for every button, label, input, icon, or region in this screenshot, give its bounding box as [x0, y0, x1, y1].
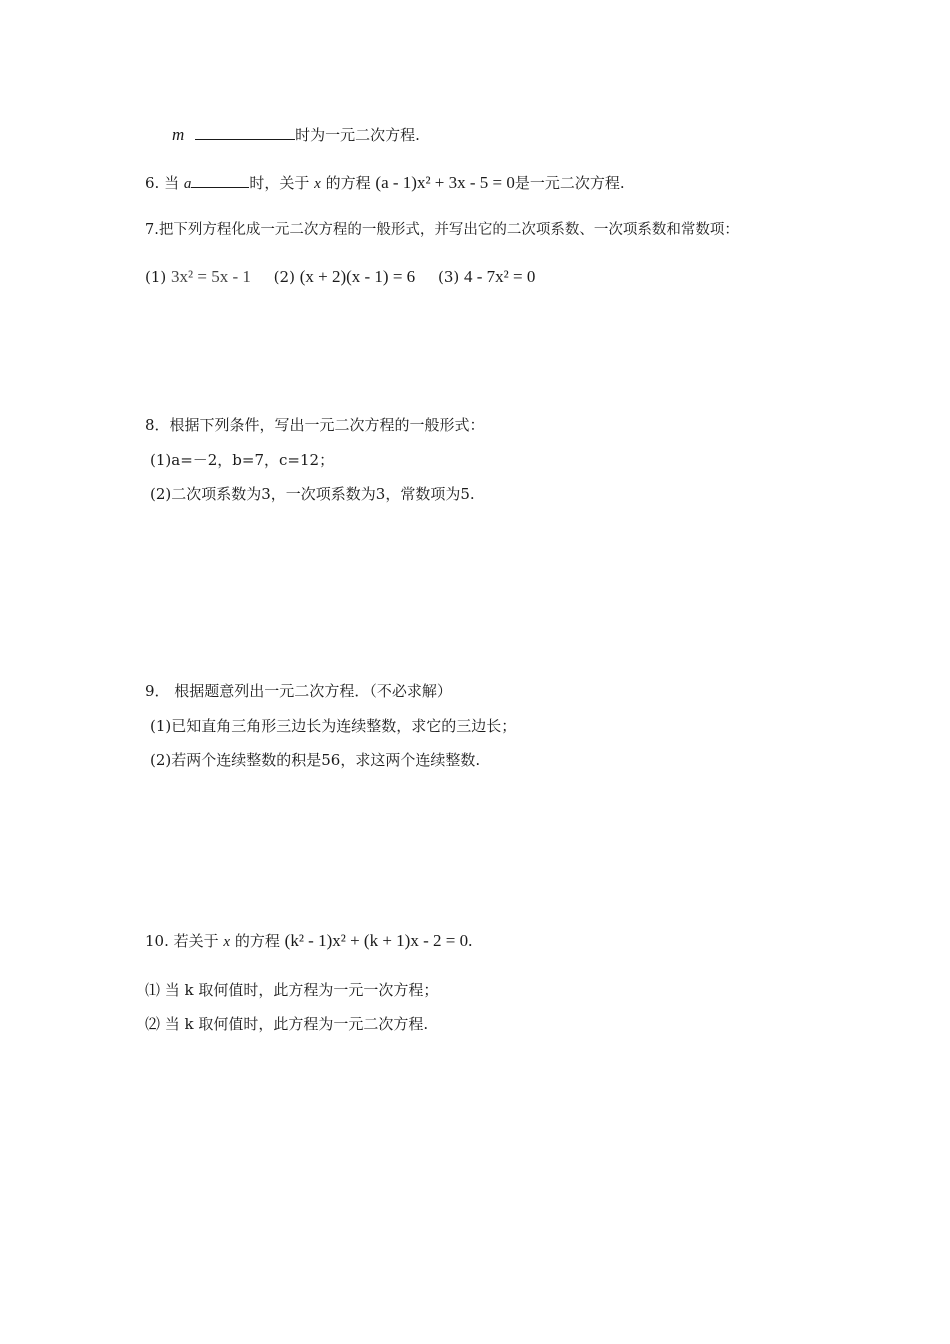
q8-item2: (2)二次项系数为3，一次项系数为3，常数项为5. — [150, 485, 475, 503]
q6-line — [145, 172, 625, 195]
q6-x: x — [314, 176, 321, 192]
q5-suffix: 时为一元二次方程. — [295, 126, 420, 144]
q7-item3-equation: 4 - 7x² = 0 — [464, 267, 536, 286]
q10-prefix: 10. 若关于 — [145, 932, 219, 950]
q10-x: x — [223, 934, 231, 950]
q10-equation: (k² - 1)x² + (k + 1)x - 2 = 0. — [284, 931, 473, 950]
q8-item1: (1)a=－2，b=7，c=12； — [150, 451, 335, 469]
q9-text: 9． 根据题意列出一元二次方程．（不必求解） — [145, 682, 452, 700]
q7-item1-label: (1) — [145, 268, 167, 286]
q7-item2-label: (2) — [273, 268, 295, 286]
q10-item2: ⑵ 当 k 取何值时，此方程为一元二次方程. — [145, 1015, 429, 1033]
q10-line — [145, 930, 472, 953]
q8-text: 8．根据下列条件，写出一元二次方程的一般形式： — [145, 416, 485, 434]
q7-text: 7.把下列方程化成一元二次方程的一般形式，并写出它的二次项系数、一次项系数和常数项： — [145, 222, 739, 238]
q9-item2: (2)若两个连续整数的积是56，求这两个连续整数. — [150, 751, 481, 769]
q9-item1: (1)已知直角三角形三边长为连续整数，求它的三边长； — [150, 717, 517, 735]
q7-items — [145, 266, 535, 288]
q5-blank[interactable] — [195, 125, 295, 140]
q6-var: a — [183, 176, 192, 192]
q7-item2-equation: (x + 2)(x - 1) = 6 — [299, 267, 416, 286]
q6-after-x: 的方程 — [325, 174, 371, 192]
q6-middle: 时，关于 — [249, 174, 310, 192]
q7-item3-label: (3) — [437, 268, 460, 286]
q10-after-x: 的方程 — [234, 932, 280, 950]
q6-prefix: 6. 当 — [145, 174, 180, 192]
q6-blank[interactable] — [191, 173, 249, 188]
q10-item1: ⑴ 当 k 取何值时，此方程为一元一次方程； — [145, 981, 439, 999]
q7-item1-equation: 3x² = 5x - 1 — [171, 267, 251, 286]
q5-line — [172, 124, 420, 146]
q6-equation: (a - 1)x² + 3x - 5 = 0 — [375, 173, 515, 192]
q5-var: m — [172, 125, 185, 144]
q6-suffix: 是一元二次方程. — [514, 174, 625, 192]
